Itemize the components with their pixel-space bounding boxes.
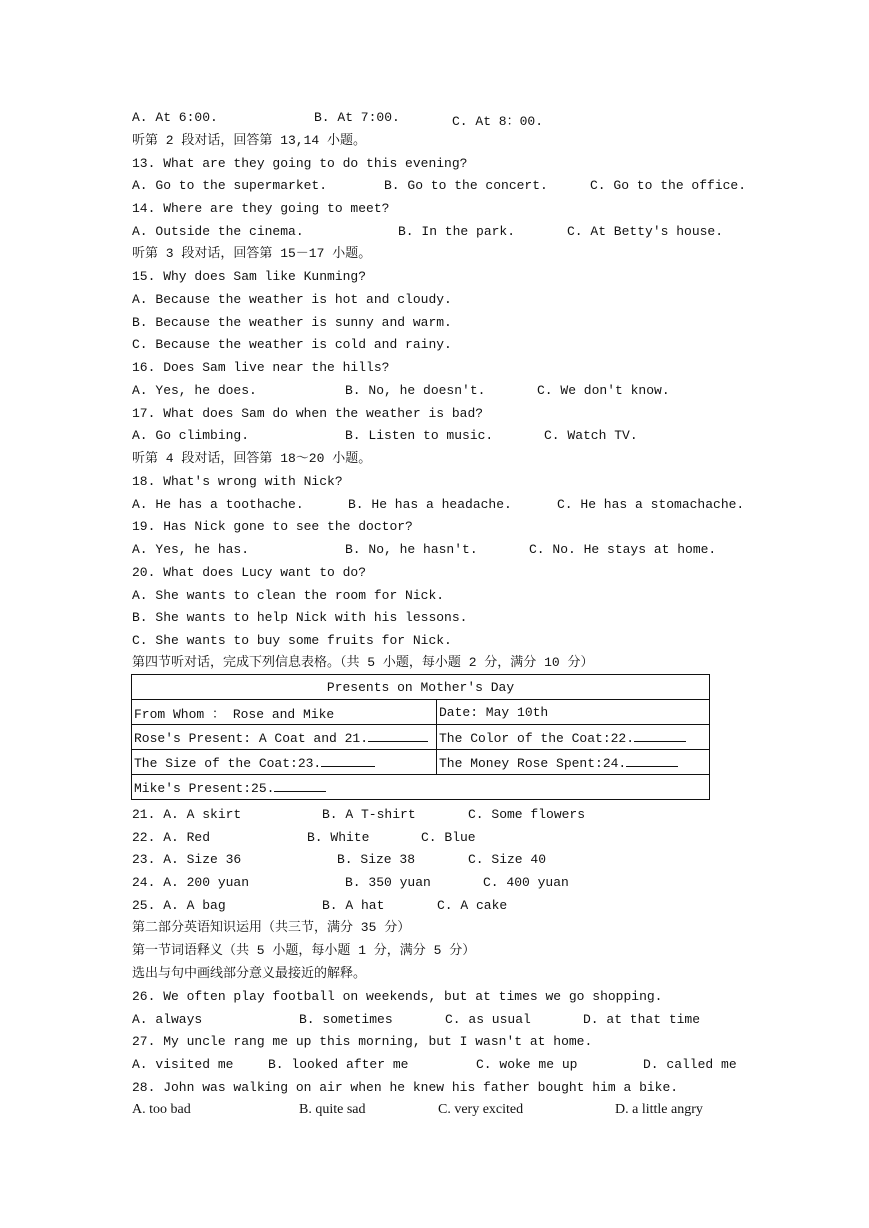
part-2-heading: 第二部分英语知识运用（共三节，满分 35 分） — [132, 920, 411, 935]
mike-present-label: Mike's Present:25. — [134, 780, 275, 796]
cell-date: Date: May 10th — [437, 700, 710, 725]
q23-option-c: C. Size 40 — [468, 852, 547, 867]
dialog-2-instruction: 听第 2 段对话，回答第 13,14 小题。 — [132, 133, 367, 148]
answer-blank-21 — [368, 729, 428, 742]
answer-blank-22 — [634, 729, 686, 742]
q21-option-b: B. A T-shirt — [322, 807, 416, 822]
q17-option-a: A. Go climbing. — [132, 428, 250, 443]
coat-size-label: The Size of the Coat:23. — [134, 755, 322, 771]
q15-option-a: A. Because the weather is hot and cloudy. — [132, 292, 452, 307]
q20-stem: 20. What does Lucy want to do? — [132, 565, 367, 580]
q18-option-c: C. He has a stomachache. — [557, 497, 745, 512]
q12-option-b: B. At 7:00. — [314, 110, 400, 125]
q25-option-c: C. A cake — [437, 898, 508, 913]
cell-mike-present — [132, 775, 710, 800]
q13-option-b: B. Go to the concert. — [384, 178, 548, 193]
q27-option-d: D. called me — [643, 1057, 737, 1072]
cell-coat-color — [437, 725, 710, 750]
cell-rose-present — [132, 725, 437, 750]
q23-option-b: B. Size 38 — [337, 852, 416, 867]
coat-color-label: The Color of the Coat:22. — [439, 730, 635, 746]
q27-option-b: B. looked after me — [268, 1057, 409, 1072]
q18-option-b: B. He has a headache. — [348, 497, 512, 512]
dialog-3-instruction: 听第 3 段对话，回答第 15－17 小题。 — [132, 246, 372, 261]
q27-option-a: A. visited me — [132, 1057, 234, 1072]
q13-stem: 13. What are they going to do this evening? — [132, 156, 468, 171]
q25-option-a: 25. A. A bag — [132, 898, 226, 913]
q15-stem: 15. Why does Sam like Kunming? — [132, 269, 367, 284]
q26-option-a: A. always — [132, 1012, 203, 1027]
q26-option-d: D. at that time — [583, 1012, 701, 1027]
rose-present-label: Rose's Present: A Coat and 21. — [134, 730, 369, 746]
q26-option-b: B. sometimes — [299, 1012, 393, 1027]
q17-option-c: C. Watch TV. — [544, 428, 638, 443]
answer-blank-25 — [274, 779, 326, 792]
q17-option-b: B. Listen to music. — [345, 428, 494, 443]
q14-option-a: A. Outside the cinema. — [132, 224, 304, 239]
q26-option-c: C. as usual — [445, 1012, 531, 1027]
q28-option-b: B. quite sad — [299, 1102, 366, 1117]
section-4-instruction: 第四节听对话，完成下列信息表格。（共 5 小题，每小题 2 分，满分 10 分） — [132, 655, 594, 670]
q26-stem: 26. We often play football on weekends, but at times we go shopping. — [132, 989, 663, 1004]
q16-option-a: A. Yes, he does. — [132, 383, 257, 398]
q18-option-a: A. He has a toothache. — [132, 497, 304, 512]
q22-option-c: C. Blue — [421, 830, 476, 845]
info-table — [131, 674, 710, 800]
q16-stem: 16. Does Sam live near the hills? — [132, 360, 390, 375]
q23-option-a: 23. A. Size 36 — [132, 852, 242, 867]
q24-option-c: C. 400 yuan — [483, 875, 569, 890]
q28-option-a: A. too bad — [132, 1102, 191, 1117]
q28-option-c: C. very excited — [438, 1102, 524, 1117]
q14-option-b: B. In the park. — [398, 224, 516, 239]
q22-option-b: B. White — [307, 830, 370, 845]
q15-option-c: C. Because the weather is cold and rainy. — [132, 337, 452, 352]
q19-option-c: C. No. He stays at home. — [529, 542, 717, 557]
q20-option-c: C. She wants to buy some fruits for Nick. — [132, 633, 452, 648]
q21-option-a: 21. A. A skirt — [132, 807, 242, 822]
table-title: Presents on Mother's Day — [132, 675, 710, 700]
q16-option-c: C. We don't know. — [537, 383, 670, 398]
q12-option-a: A. At 6:00. — [132, 110, 218, 125]
q19-option-a: A. Yes, he has. — [132, 542, 250, 557]
q20-option-b: B. She wants to help Nick with his lessons. — [132, 610, 468, 625]
q16-option-b: B. No, he doesn't. — [345, 383, 486, 398]
q21-option-c: C. Some flowers — [468, 807, 586, 822]
part-2-instruction: 选出与句中画线部分意义最接近的解释。 — [132, 966, 367, 981]
q17-stem: 17. What does Sam do when the weather is bad? — [132, 406, 484, 421]
dialog-4-instruction: 听第 4 段对话，回答第 18～20 小题。 — [132, 451, 372, 466]
q18-stem: 18. What's wrong with Nick? — [132, 474, 343, 489]
q28-option-d: D. a little angry — [615, 1102, 703, 1117]
q25-option-b: B. A hat — [322, 898, 385, 913]
q24-option-b: B. 350 yuan — [345, 875, 431, 890]
cell-coat-size — [132, 750, 437, 775]
part-2-section-1-heading: 第一节词语释义（共 5 小题，每小题 1 分，满分 5 分） — [132, 943, 476, 958]
q27-stem: 27. My uncle rang me up this morning, but I wasn't at home. — [132, 1034, 593, 1049]
q13-option-c: C. Go to the office. — [590, 178, 747, 193]
answer-blank-24 — [626, 754, 678, 767]
q19-stem: 19. Has Nick gone to see the doctor? — [132, 519, 413, 534]
cell-money — [437, 750, 710, 775]
money-label: The Money Rose Spent:24. — [439, 755, 627, 771]
q20-option-a: A. She wants to clean the room for Nick. — [132, 588, 445, 603]
q13-option-a: A. Go to the supermarket. — [132, 178, 328, 193]
q28-stem: 28. John was walking on air when he knew his father bought him a bike. — [132, 1080, 679, 1095]
cell-from-whom: From Whom ： Rose and Mike — [132, 700, 437, 725]
q12-option-c: C. At 8：00. — [452, 114, 544, 129]
q27-option-c: C. woke me up — [476, 1057, 578, 1072]
q15-option-b: B. Because the weather is sunny and warm. — [132, 315, 452, 330]
q14-option-c: C. At Betty's house. — [567, 224, 724, 239]
q24-option-a: 24. A. 200 yuan — [132, 875, 250, 890]
answer-blank-23 — [321, 754, 375, 767]
q22-option-a: 22. A. Red — [132, 830, 211, 845]
q14-stem: 14. Where are they going to meet? — [132, 201, 390, 216]
q19-option-b: B. No, he hasn't. — [345, 542, 478, 557]
